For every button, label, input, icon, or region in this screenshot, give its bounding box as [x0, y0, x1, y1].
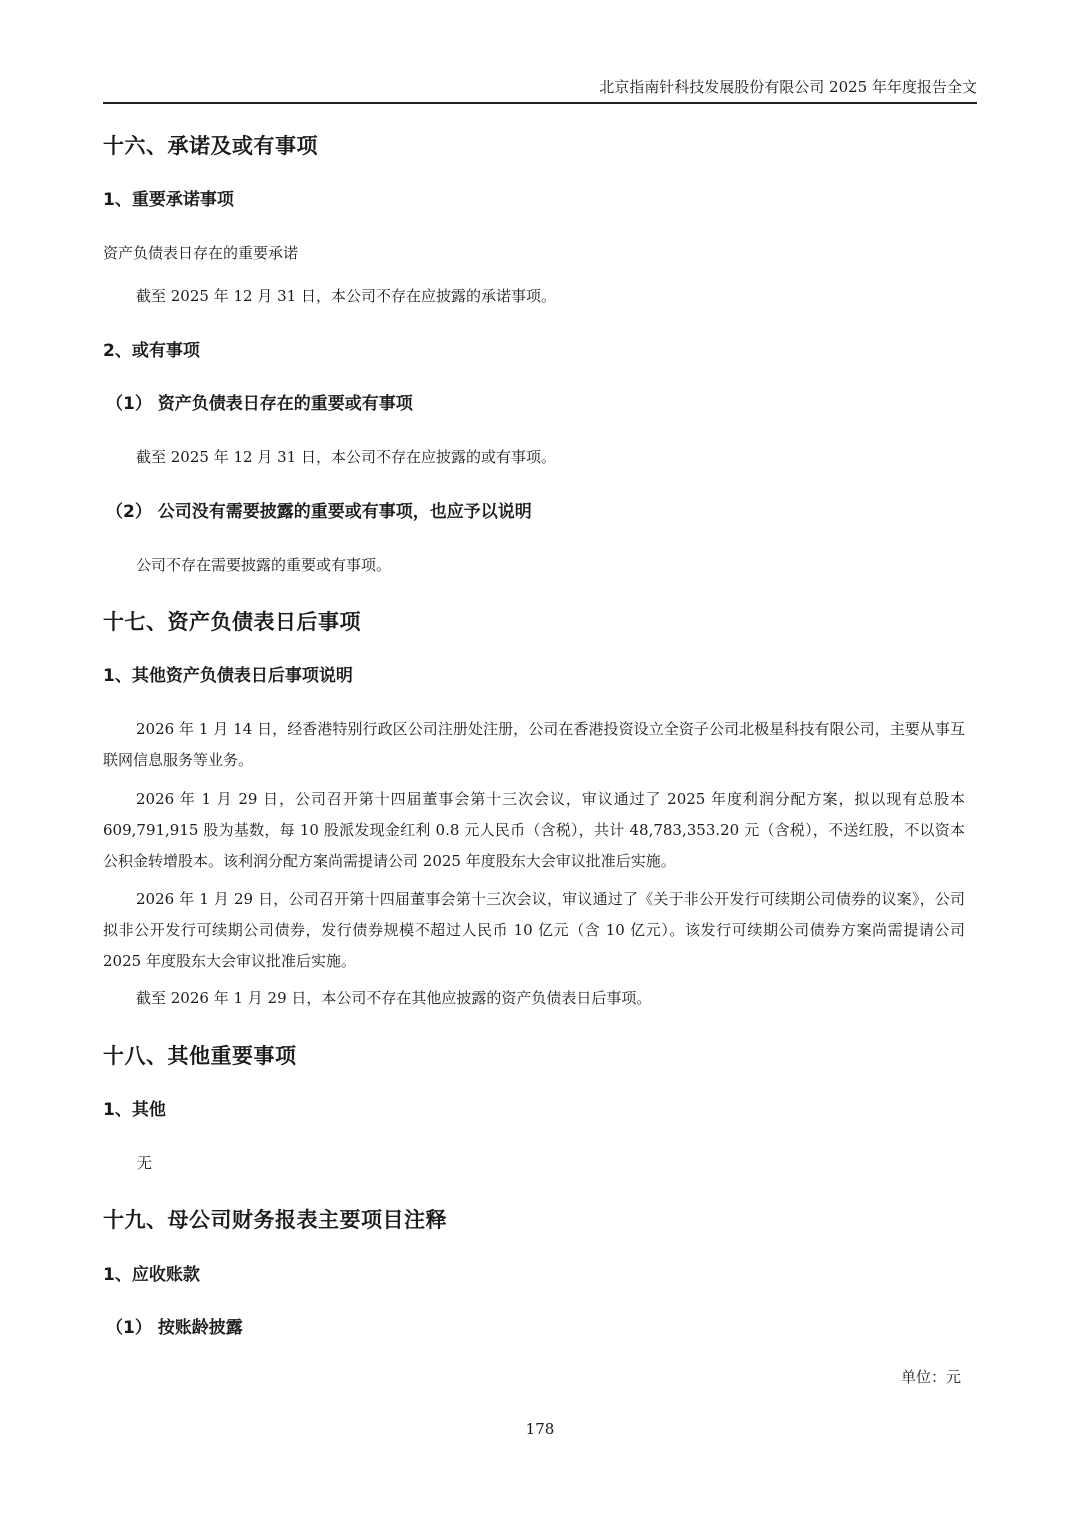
page-header: 北京指南针科技发展股份有限公司 2025 年年度报告全文 [599, 78, 977, 96]
section-17-1-title: 1、其他资产负债表日后事项说明 [103, 666, 353, 686]
section-18-1-title: 1、其他 [103, 1100, 166, 1120]
section-19-1-item1-title: （1） 按账龄披露 [106, 1318, 243, 1338]
section-19-title: 十九、母公司财务报表主要项目注释 [103, 1208, 447, 1232]
section-17-paragraph-2: 2026 年 1 月 29 日，公司召开第十四届董事会第十三次会议，审议通过了 2025 年度利润分配方案，拟以现有总股本 609,791,915 股为基数，每 10 股派发现金红利 0.8 元人民币（含税），共计 48,783,353.20 元（含税），不送红股，不以资本公积金转增股本。该利润分配方案尚需提请公司 2025 年度股东大会审议批准后实施。 [103, 790, 965, 870]
section-16-1-title: 1、重要承诺事项 [103, 190, 234, 210]
section-16-2-item2-text: 公司不存在需要披露的重要或有事项。 [136, 556, 392, 574]
section-16-2-title: 2、或有事项 [103, 341, 200, 361]
section-18-1-text: 无 [137, 1154, 153, 1172]
section-18-title: 十八、其他重要事项 [103, 1044, 297, 1068]
section-17-paragraph-1: 2026 年 1 月 14 日，经香港特别行政区公司注册处注册，公司在香港投资设立全资子公司北极星科技有限公司，主要从事互联网信息服务等业务。 [103, 720, 965, 769]
page-number: 178 [525, 1420, 555, 1438]
section-17-paragraph-3: 2026 年 1 月 29 日，公司召开第十四届董事会第十三次会议，审议通过了《关于非公开发行可续期公司债券的议案》，公司拟非公开发行可续期公司债券，发行债券规模不超过人民币 10 亿元（含 10 亿元）。该发行可续期公司债券方案尚需提请公司 2025 年度股东大会审议批准后实施。 [103, 890, 965, 970]
header-divider [103, 102, 977, 104]
section-16-title: 十六、承诺及或有事项 [103, 134, 318, 158]
section-16-1-text: 截至 2025 年 12 月 31 日，本公司不存在应披露的承诺事项。 [136, 287, 556, 305]
section-16-2-item1-text: 截至 2025 年 12 月 31 日，本公司不存在应披露的或有事项。 [136, 448, 556, 466]
section-16-1-label: 资产负债表日存在的重要承诺 [103, 244, 299, 262]
section-17-paragraph-4: 截至 2026 年 1 月 29 日，本公司不存在其他应披露的资产负债表日后事项。 [136, 989, 652, 1007]
unit-label: 单位：元 [900, 1368, 961, 1386]
section-16-2-item2-title: （2） 公司没有需要披露的重要或有事项，也应予以说明 [106, 502, 532, 522]
section-16-2-item1-title: （1） 资产负债表日存在的重要或有事项 [106, 394, 413, 414]
section-17-title: 十七、资产负债表日后事项 [103, 610, 361, 634]
section-19-1-title: 1、应收账款 [103, 1265, 200, 1285]
